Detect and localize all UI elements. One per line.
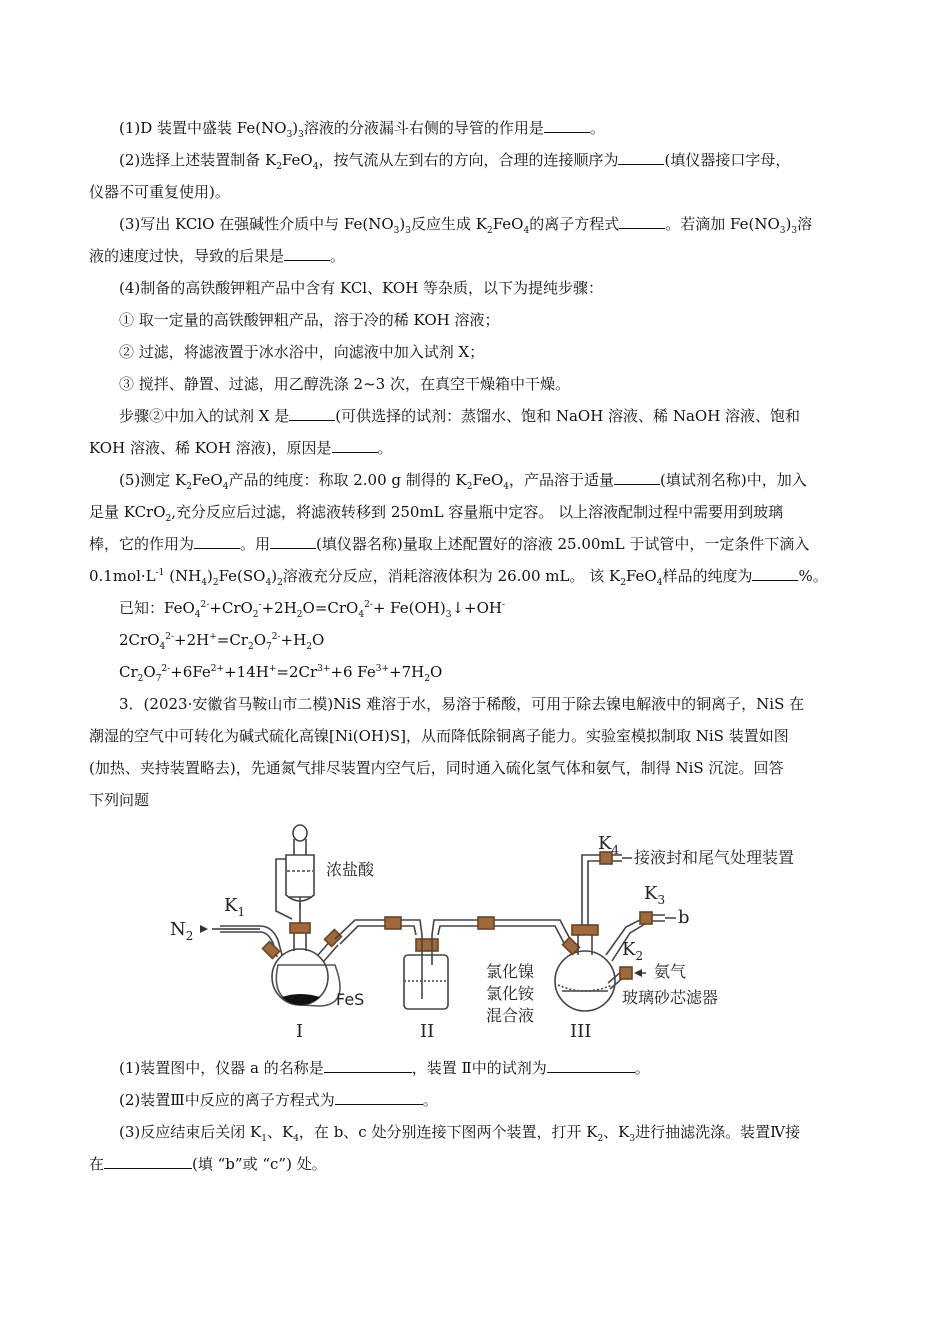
equation-2: $2CrO_4^{2-}+2H^+=Cr_2O_7^{2-}+H_2O$ (119, 631, 325, 652)
apparatus-ii-label: II (420, 1021, 435, 1042)
fes-label: FeS (336, 990, 365, 1009)
q5-line-1: (1)D 装置中盛装 $Fe(NO_3)_3$溶液的分液漏斗右侧的导管的作用是 。 (119, 119, 605, 140)
apparatus-diagram (160, 815, 840, 1045)
stopper (290, 923, 310, 933)
b-label: b (678, 907, 690, 928)
filter-label: 玻璃砂芯滤器 (622, 988, 719, 1007)
hcl-label: 浓盐酸 (326, 860, 375, 879)
q5-step-2: ② 过滤，将滤液置于冰水浴中，向滤液中加入试剂 X； (119, 343, 485, 361)
answer-blank[interactable] (194, 534, 240, 549)
q5-line-5: 液的速度过快，导致的后果是 。 (89, 247, 346, 265)
k2-label: $K_2$ (622, 939, 644, 963)
stopper (416, 939, 438, 951)
q5-line-6: (4)制备的高铁酸钾粗产品中含有 KCl、KOH 等杂质，以下为提纯步骤： (119, 279, 604, 297)
q3-sub-2: (2)装置Ⅲ中反应的离子方程式为 。 (119, 1091, 438, 1109)
fes-solid (282, 994, 320, 1005)
nh3-label: 氨气 (654, 962, 687, 981)
tail-gas-label: 接液封和尾气处理装置 (634, 848, 795, 867)
k1-label: $K_1$ (224, 895, 246, 919)
pipe-joint (385, 917, 401, 929)
q5-line-10: 步骤②中加入的试剂 X 是 (可供选择的试剂：蒸馏水、饱和 NaOH 溶液、稀 NaOH 溶液、饱和 (119, 407, 801, 425)
q3-stem-2: 潮湿的空气中可转化为碱式硫化高镍[Ni(OH)S]，从而降低除铜离子能力。实验室模拟制取 NiS 装置如图 (89, 727, 789, 745)
answer-blank[interactable] (289, 406, 335, 421)
q3-stem-4: 下列问题 (89, 791, 150, 809)
arrow-icon (200, 925, 208, 933)
q3-sub-1: (1)装置图中，仪器 a 的名称是 ，装置 Ⅱ中的试剂为 。 (119, 1059, 650, 1077)
q5-line-11: KOH 溶液、稀 KOH 溶液)，原因是 。 (89, 439, 393, 457)
mixture-label-3: 混合液 (486, 1006, 535, 1025)
k3-label: $K_3$ (644, 883, 666, 907)
answer-blank[interactable] (332, 438, 378, 453)
q5-step-1: ① 取一定量的高铁酸钾粗产品，溶于冷的稀 KOH 溶液； (119, 311, 500, 329)
mixture-label-1: 氯化镍 (486, 962, 535, 981)
equation-1: 已知：$FeO_4^{2-}+CrO_2^-+2H_2O=CrO_4^{2-}+$ $Fe(OH)_3↓+OH^-$ (119, 599, 506, 620)
n2-label: $N_2$ (170, 919, 194, 943)
q5-line-4: (3)写出 KClO 在强碱性介质中与 $Fe(NO_3)_3$反应生成 $K_2FeO_4$的离子方程式 。若滴加 $Fe(NO_3)_3$溶 (119, 215, 813, 236)
q3-stem-3: (加热、夹持装置略去)，先通氮气排尽装置内空气后，同时通入硫化氢气体和氨气，制得 NiS 沉淀。回答 (89, 759, 784, 777)
q5-line-13: 足量 KCrO$_2$,充分反应后过滤，将滤液转移到 250mL 容量瓶中定容。 以上溶液配制过程中需要用到玻璃 (89, 503, 784, 524)
answer-blank[interactable] (335, 1090, 423, 1105)
answer-blank[interactable] (324, 1058, 412, 1073)
answer-blank[interactable] (270, 534, 316, 549)
answer-blank[interactable] (619, 214, 665, 229)
q5-step-3: ③ 搅拌、静置、过滤，用乙醇洗涤 2~3 次，在真空干燥箱中干燥。 (119, 375, 570, 393)
apparatus-i-label: I (296, 1021, 304, 1042)
answer-blank[interactable] (752, 566, 798, 581)
q5-line-12: (5)测定 $K_2FeO_4$产品的纯度：称取 2.00 g 制得的 $K_2FeO_4$，产品溶于适量 (填试剂名称)中，加入 (119, 471, 807, 492)
q5-line-15: $0.1mol\cdot L^{-1}$ $(NH_4)_2Fe(SO_4)_2$溶液充分反应，消耗溶液体积为 26.00 mL。 该 $K_2FeO_4$样品的纯度为 %。 (89, 567, 828, 588)
k4-label: $K_4$ (598, 833, 620, 857)
answer-blank[interactable] (547, 1058, 635, 1073)
q5-line-2: (2)选择上述装置制备 $K_2FeO_4$，按气流从左到右的方向，合理的连接顺序为 (填仪器接口字母， (119, 151, 791, 172)
q3-sub-3: (3)反应结束后关闭 $K_1$、$K_4$，在 b、c 处分别连接下图两个装置，打开 $K_2$、$K_3$进行抽滤洗涤。装置Ⅳ接 (119, 1123, 801, 1144)
stopper (572, 925, 598, 935)
q5-line-14: 棒，它的作用为 。用 (填仪器名称)量取上述配置好的溶液 25.00mL 于试管中，一定条件下滴入 (89, 535, 810, 553)
answer-blank[interactable] (104, 1154, 192, 1169)
q5-line-3: 仪器不可重复使用)。 (89, 183, 230, 201)
q3-sub-3-cont: 在 (填 “b”或 “c”) 处。 (89, 1155, 327, 1173)
q3-stem-1: 3．(2023·安徽省马鞍山市二模)NiS 难溶于水，易溶于稀酸，可用于除去镍电解液中的铜离子，NiS 在 (119, 695, 805, 713)
answer-blank[interactable] (618, 150, 664, 165)
mixture-label-2: 氯化铵 (486, 984, 535, 1003)
answer-blank[interactable] (284, 246, 330, 261)
equation-3: $Cr_2O_7^{2-}+6Fe^{2+}+14H^+=2Cr^{3+}+6$ $Fe^{3+}+7H_2O$ (119, 663, 443, 684)
answer-blank[interactable] (614, 470, 660, 485)
answer-blank[interactable] (544, 118, 590, 133)
apparatus-iii-label: III (570, 1021, 592, 1042)
pipe-joint (478, 917, 494, 929)
